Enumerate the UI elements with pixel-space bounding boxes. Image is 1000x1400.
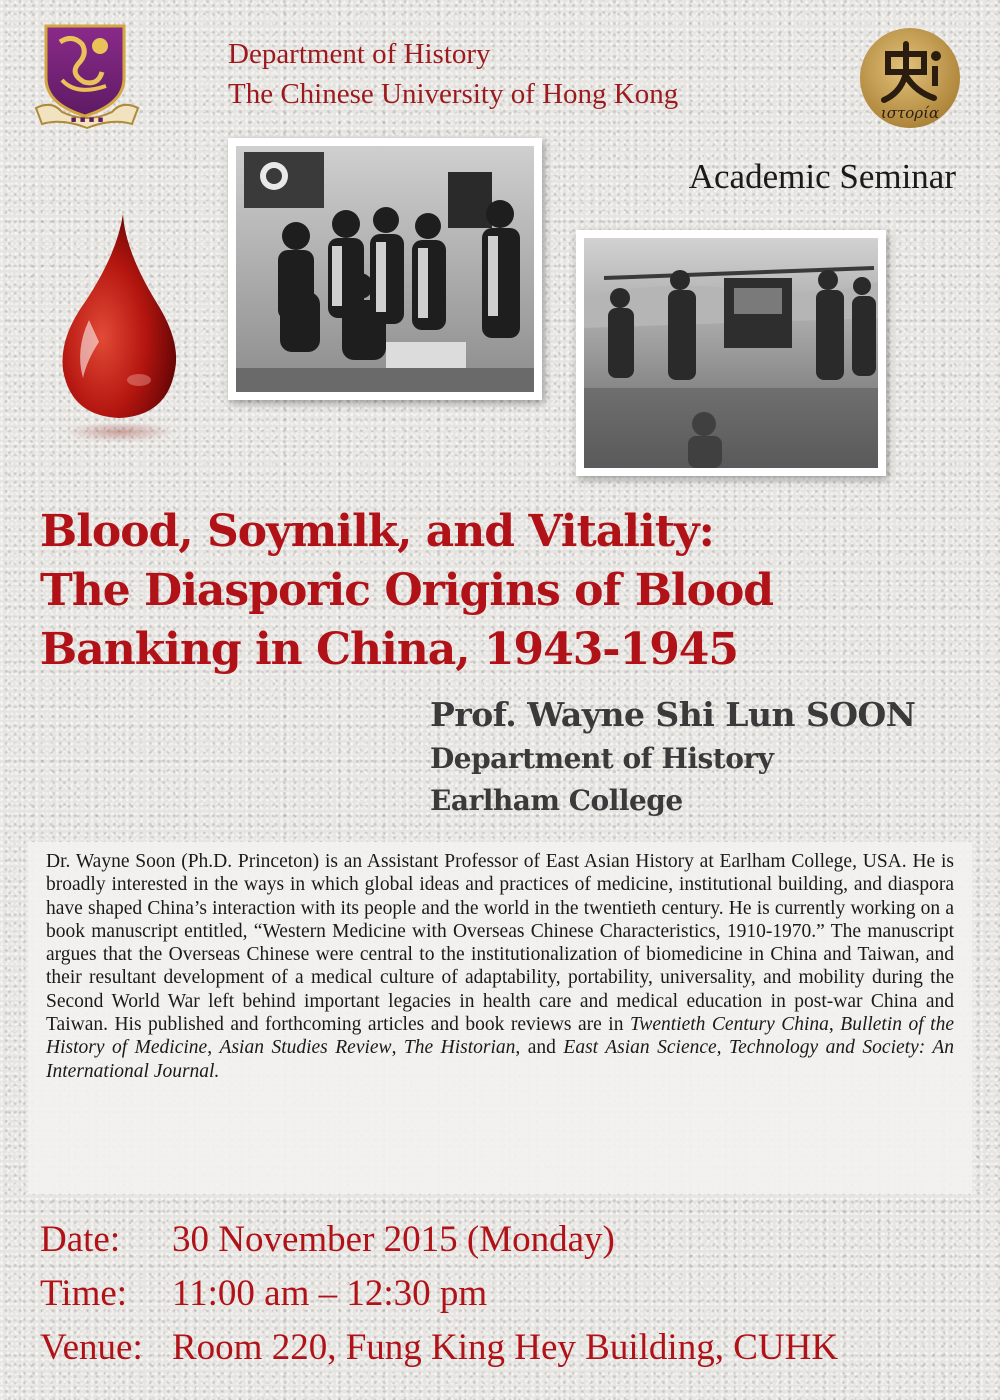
- separator: , and: [515, 1037, 564, 1059]
- blood-drop-icon: [55, 210, 185, 450]
- venue-row: [40, 1326, 838, 1369]
- archival-photo-lab: [228, 138, 542, 400]
- speaker-bio: [28, 842, 972, 1194]
- venue-label: Venue:: [40, 1327, 143, 1368]
- time-row: [40, 1272, 487, 1315]
- title-line-3: Banking in China, 1943-1945: [40, 624, 739, 675]
- svg-text:▪ ▪ ▪ ▪: ▪ ▪ ▪ ▪: [70, 115, 104, 125]
- bio-paragraph: [46, 850, 954, 1083]
- title-line-2: The Diasporic Origins of Blood: [40, 565, 774, 616]
- journal-title: East Asian Science, Technology and Society: An International Journal.: [46, 1037, 955, 1082]
- speaker-department: Department of History: [430, 742, 774, 775]
- title-line-1: Blood, Soymilk, and Vitality:: [40, 506, 714, 557]
- time-label: Time:: [40, 1273, 128, 1314]
- date-label: Date:: [40, 1219, 121, 1260]
- istoria-logo-icon: [858, 26, 962, 130]
- bio-body: Dr. Wayne Soon (Ph.D. Princeton) is an Assistant Professor of East Asian History at Earlham College, USA. He is broadly interested in the ways in which global ideas and practices of medicine, institutional building, and diaspora have shaped China’s interaction with its people and the world in the twentieth century. He is currently working on a book manuscript entitled, “Western Medicine with Overseas Chinese Characteristics, 1910-1970.” The manuscript argues that the Overseas Chinese were central to the institutionalization of biomedicine in China and Taiwan, and their resultant development of a medical culture of adaptability, portability, universality, and mobility during the Second World War left behind important legacies in health care and medical education in post-war China and Taiwan. His published and forthcoming articles and book reviews are in: [46, 851, 954, 1036]
- separator: ,: [207, 1037, 220, 1059]
- speaker-name: Prof. Wayne Shi Lun SOON: [430, 695, 916, 734]
- separator: ,: [391, 1037, 404, 1059]
- separator: ,: [828, 1014, 841, 1036]
- journal-title: Asian Studies Review: [219, 1037, 392, 1059]
- date-value: 30 November 2015 (Monday): [172, 1219, 615, 1260]
- archival-photo-stretcher: [576, 230, 886, 476]
- time-value: 11:00 am – 12:30 pm: [172, 1273, 488, 1314]
- date-row: [40, 1218, 615, 1261]
- department-header: [228, 34, 678, 114]
- istoria-logo-text: ιστορία: [880, 104, 940, 122]
- speaker-block: [430, 692, 990, 822]
- university-name: The Chinese University of Hong Kong: [228, 78, 679, 110]
- cuhk-crest-icon: [32, 20, 142, 132]
- speaker-institution: Earlham College: [430, 784, 683, 817]
- journal-title: Bulletin of the History of Medicine: [46, 1014, 954, 1059]
- seminar-type: Academic Seminar: [688, 157, 956, 196]
- journal-title: The Historian: [403, 1037, 516, 1059]
- venue-value: Room 220, Fung King Hey Building, CUHK: [172, 1327, 839, 1368]
- talk-title: [40, 502, 980, 679]
- journal-title: Twentieth Century China: [629, 1014, 829, 1036]
- department-name: Department of History: [228, 38, 491, 70]
